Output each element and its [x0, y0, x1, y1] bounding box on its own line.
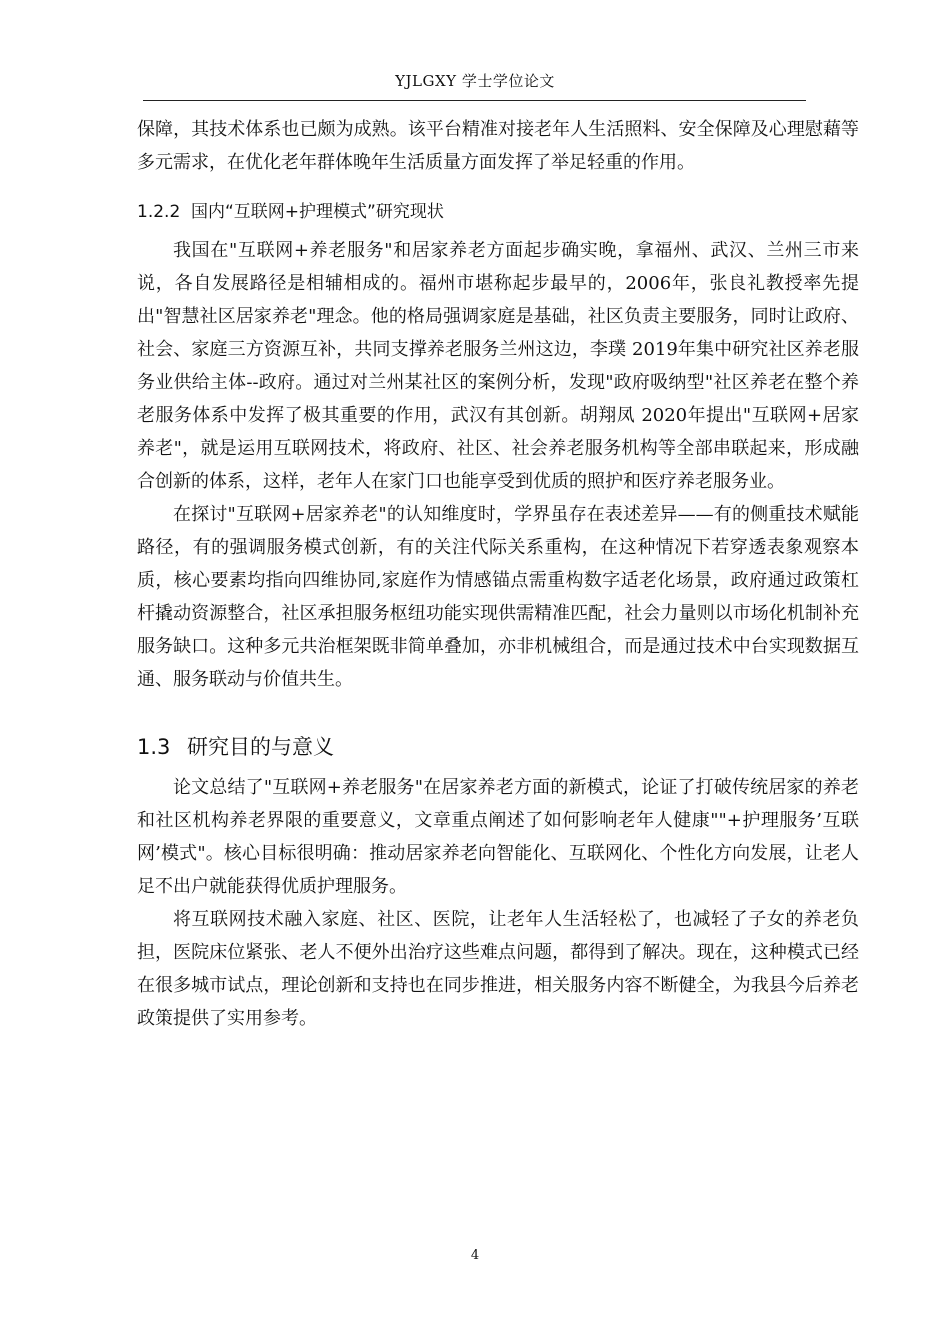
section-heading-1-3: [137, 731, 859, 764]
body-paragraph: 将互联网技术融入家庭、社区、医院，让老年人生活轻松了，也减轻了子女的养老负担，医院床位紧张、老人不便外出治疗这些难点问题，都得到了解决。现在，这种模式已经在很多城市试点，理论创新和支持也在同步推进，相关服务内容不断健全，为我县今后养老政策提供了实用参考。: [137, 909, 859, 1029]
section-number: 1.3: [137, 735, 171, 759]
section-title: 国内“互联网+护理模式”研究现状: [191, 202, 444, 222]
body-paragraph: 在探讨"互联网+居家养老"的认知维度时，学界虽存在表述差异——有的侧重技术赋能路径，有的强调服务模式创新，有的关注代际关系重构，在这种情况下若穿透表象观察本质，核心要素均指向四维协同,家庭作为情感锚点需重构数字适老化场景，政府通过政策杠杆撬动资源整合，社区承担服务枢纽功能实现供需精准匹配，社会力量则以市场化机制补充服务缺口。这种多元共治框架既非简单叠加，亦非机械组合，而是通过技术中台实现数据互通、服务联动与价值共生。: [137, 504, 859, 690]
section-title: 研究目的与意义: [187, 735, 334, 759]
body-paragraph: 我国在"互联网+养老服务"和居家养老方面起步确实晚，拿福州、武汉、兰州三市来说，各自发展路径是相辅相成的。福州市堪称起步最早的，2006年，张良礼教授率先提出"智慧社区居家养老"理念。他的格局强调家庭是基础，社区负责主要服务，同时让政府、社会、家庭三方资源互补，共同支撑养老服务兰州这边，李璞 2019年集中研究社区养老服务业供给主体--政府。通过对兰州某社区的案例分析，发现"政府吸纳型"社区养老在整个养老服务体系中发挥了极其重要的作用，武汉有其创新。胡翔凤 2020年提出"互联网+居家养老"，就是运用互联网技术，将政府、社区、社会养老服务机构等全部串联起来，形成融合创新的体系，这样，老年人在家门口也能享受到优质的照护和医疗养老服务业。: [137, 240, 859, 492]
header-divider: [143, 100, 806, 101]
section-heading-1-2-2: [137, 196, 859, 229]
body-paragraph: 论文总结了"互联网+养老服务"在居家养老方面的新模式，论证了打破传统居家的养老和社区机构养老界限的重要意义，文章重点阐述了如何影响老年人健康""+护理服务’互联网’模式"。核心目标很明确：推动居家养老向智能化、互联网化、个性化方向发展，让老人足不出户就能获得优质护理服务。: [137, 777, 859, 897]
page-body: [137, 113, 859, 1035]
page-number: 4: [470, 1248, 480, 1263]
continued-paragraph: 保障，其技术体系也已颇为成熟。该平台精准对接老年人生活照料、安全保障及心理慰藉等多元需求，在优化老年群体晚年生活质量方面发挥了举足轻重的作用。: [137, 119, 859, 173]
section-number: 1.2.2: [137, 202, 181, 222]
running-header-title: YJLGXY 学士学位论文: [395, 72, 555, 90]
